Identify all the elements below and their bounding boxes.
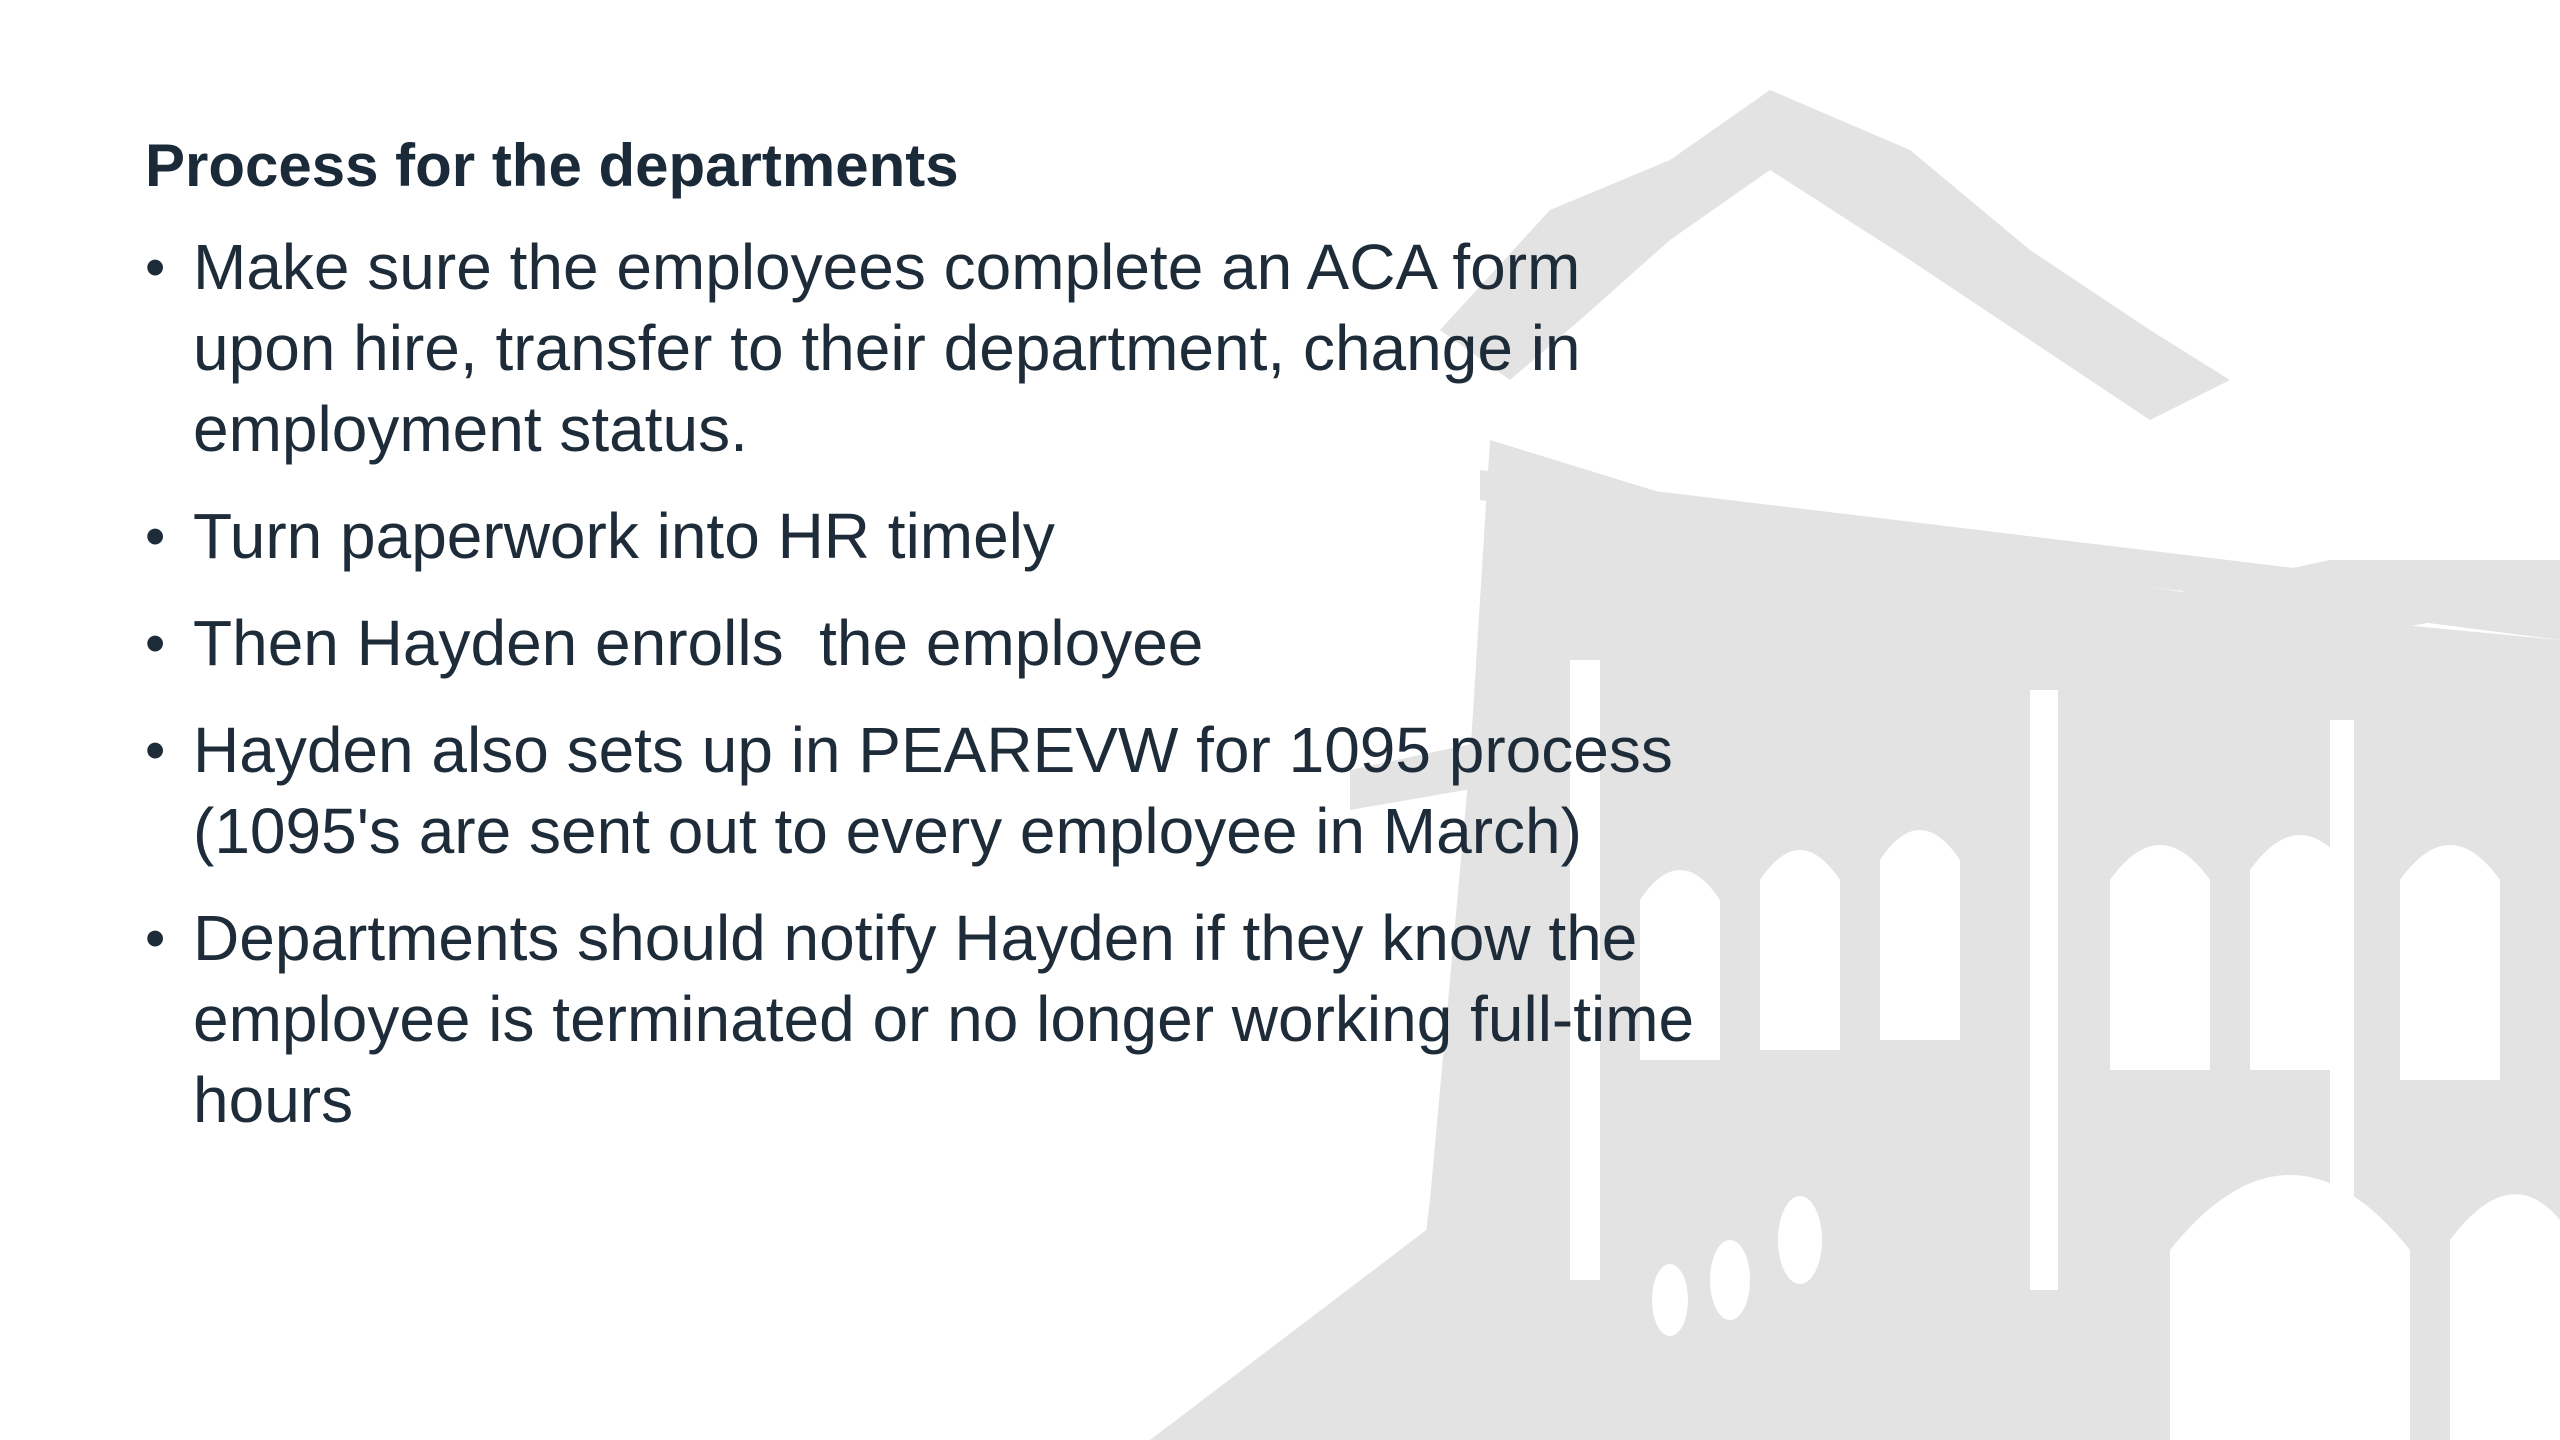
bullet-text: Departments should notify Hayden if they know the employee is terminated or no longer working full-time hours (193, 902, 1695, 1136)
list-item (145, 710, 1705, 872)
list-item (145, 496, 1705, 577)
bullet-list (145, 227, 1705, 1141)
bullet-text: Then Hayden enrolls the employee (193, 607, 1204, 679)
list-item (145, 227, 1705, 470)
bullet-icon: • (145, 504, 166, 569)
bullet-icon: • (145, 906, 166, 971)
slide-title: Process for the departments (145, 132, 959, 199)
slide-content (145, 125, 1705, 1167)
bullet-text: Make sure the employees complete an ACA form upon hire, transfer to their department, change in employment status. (193, 231, 1581, 465)
bullet-text: Turn paperwork into HR timely (193, 500, 1055, 572)
bullet-text: Hayden also sets up in PEAREVW for 1095 process (1095's are sent out to every employee in March) (193, 714, 1673, 867)
bullet-icon: • (145, 718, 166, 783)
list-item (145, 603, 1705, 684)
list-item (145, 898, 1705, 1141)
bullet-icon: • (145, 611, 166, 676)
bullet-icon: • (145, 235, 166, 300)
